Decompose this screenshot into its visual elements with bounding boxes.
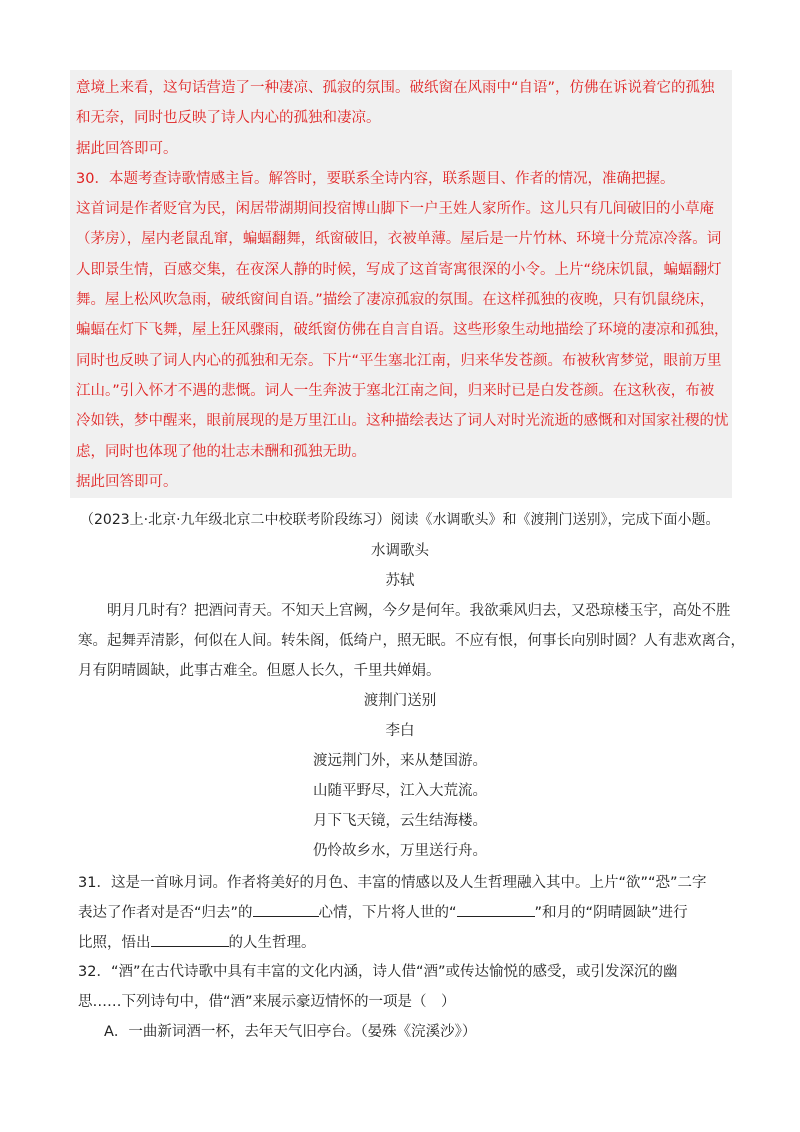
analysis-line: 30．本题考查诗歌情感主旨。解答时，要联系全诗内容，联系题目、作者的情况，准确把握。	[76, 171, 675, 187]
analysis-line: 和无奈，同时也反映了诗人内心的孤独和凄凉。	[76, 110, 381, 126]
question-32-line: 32．“酒”在古代诗歌中具有丰富的文化内涵，诗人借“酒”或传达愉悦的感受，或引发深沉的幽	[78, 964, 678, 980]
analysis-line: （茅房），屋内老鼠乱窜，蝙蝠翻舞，纸窗破旧，衣被单薄。屋后是一片竹林、环境十分荒凉冷落。词	[76, 231, 722, 247]
answer-blank[interactable]	[457, 902, 535, 917]
question-text: 的人生哲理。	[228, 935, 316, 951]
answer-blank[interactable]	[151, 932, 229, 947]
analysis-line: 舞。屋上松风吹急雨，破纸窗间自语。”描绘了凄凉孤寂的氛围。在这样孤独的夜晚，只有饥鼠绕床，	[76, 292, 715, 308]
question-32-line: 思……下列诗句中，借“酒”来展示豪迈情怀的一项是（ ）	[78, 994, 456, 1010]
analysis-line: 据此回答即可。	[76, 141, 178, 157]
poem-line: 山随平野尽，江入大荒流。	[313, 783, 487, 799]
poem-title: 渡荆门送别	[363, 693, 437, 709]
analysis-line: 蝙蝠在灯下飞舞，屋上狂风骤雨，破纸窗仿佛在自言自语。这些形象生动地描绘了环境的凄凉和孤独，	[76, 322, 729, 338]
poem-author: 李白	[385, 723, 415, 739]
poem-line: 寒。起舞弄清影，何似在人间。转朱阁，低绮户，照无眠。不应有恨，何事长向别时圆？人有悲欢离合，	[78, 633, 745, 649]
analysis-line: 同时也反映了词人内心的孤独和无奈。下片“平生塞北江南，归来华发苍颜。布被秋宵梦觉，眼前万里	[76, 353, 722, 369]
poem-line: 月有阴晴圆缺，此事古难全。但愿人长久，千里共婵娟。	[78, 663, 441, 679]
question-text: 比照，悟出	[78, 935, 151, 951]
answer-blank[interactable]	[253, 902, 319, 917]
analysis-line: 虑，同时也体现了他的壮志未酬和孤独无助。	[76, 444, 366, 460]
analysis-line: 据此回答即可。	[76, 474, 178, 490]
analysis-line: 冷如铁，梦中醒来，眼前展现的是万里江山。这种描绘表达了词人对时光流逝的感慨和对国家社稷的忧	[76, 413, 729, 429]
poem-author: 苏轼	[385, 573, 415, 589]
question-text: ”和月的“阴晴圆缺”进行	[534, 905, 688, 921]
question-31-line	[78, 902, 688, 923]
question-text: 心情，下片将人世的“	[318, 905, 457, 921]
question-text: 表达了作者对是否“归去”的	[78, 905, 253, 921]
option-a[interactable]: A．一曲新词酒一杯，去年天气旧亭台。（晏殊《浣溪沙》）	[104, 1024, 477, 1040]
analysis-line: 这首词是作者贬官为民，闲居带湖期间投宿博山脚下一户王姓人家所作。这儿只有几间破旧的小草庵	[76, 201, 714, 217]
poem-title: 水调歌头	[371, 543, 429, 559]
question-31-line: 31．这是一首咏月词。作者将美好的月色、丰富的情感以及人生哲理融入其中。上片“欲”“恐”二字	[78, 875, 707, 891]
analysis-line: 江山。”引入怀才不遇的悲慨。词人一生奔波于塞北江南之间，归来时已是白发苍颜。在这秋夜，布被	[76, 383, 715, 399]
poem-line: 明月几时有？把酒问青天。不知天上宫阙，今夕是何年。我欲乘风归去，又恐琼楼玉宇，高处不胜	[107, 603, 731, 619]
question-31-line	[78, 932, 316, 953]
answer-analysis-box	[70, 70, 732, 498]
poem-line: 月下飞天镜，云生结海楼。	[313, 813, 487, 829]
poem-line: 渡远荆门外，来从楚国游。	[313, 753, 487, 769]
analysis-line: 人即景生情，百感交集，在夜深人静的时候，写成了这首寄寓很深的小令。上片“绕床饥鼠，蝙蝠翻灯	[76, 262, 722, 278]
question-intro: （2023上·北京·九年级北京二中校联考阶段练习）阅读《水调歌头》和《渡荆门送别》，完成下面小题。	[80, 512, 720, 528]
poem-line: 仍怜故乡水，万里送行舟。	[313, 843, 487, 859]
analysis-line: 意境上来看，这句话营造了一种凄凉、孤寂的氛围。破纸窗在风雨中“自语”，仿佛在诉说着它的孤独	[76, 80, 715, 96]
